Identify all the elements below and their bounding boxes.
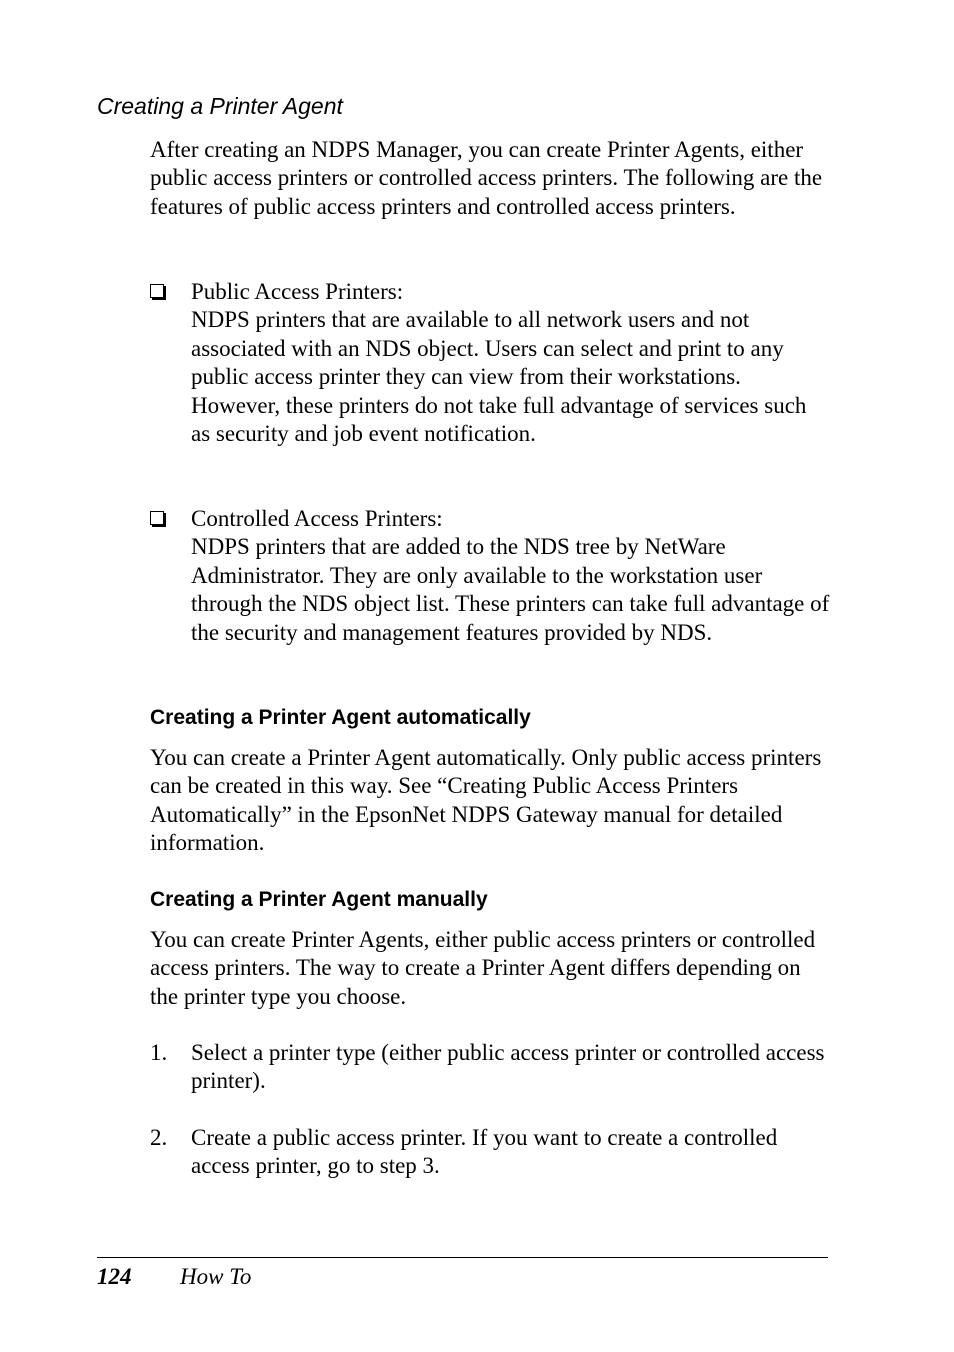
- step-text: Select a printer type (either public access printer or controlled access printer).: [191, 1040, 825, 1094]
- step-number: 1.: [150, 1040, 168, 1065]
- automatic-paragraph: You can create a Printer Agent automatically. Only public access printers can be created in this way. See “Creating Public Access Printers Automatically” in the EpsonNet NDPS Gateway manual for detailed information.: [150, 745, 822, 856]
- bullet-description: NDPS printers that are added to the NDS tree by NetWare Administrator. They are only available to the workstation user through the NDS object list. These printers can take full advantage of the security and management features provided by NDS.: [191, 534, 830, 645]
- section-title: Creating a Printer Agent: [97, 93, 343, 119]
- bullet-description: NDPS printers that are available to all network users and not associated with an NDS object. Users can select and print to any public access printer they can view from their workstations. However, these printers do not take full advantage of services such as security and job event notification.: [191, 307, 807, 447]
- footer-rule: [97, 1257, 828, 1258]
- step-number: 2.: [150, 1125, 168, 1150]
- page-number: 124: [97, 1264, 132, 1289]
- checkbox-bullet-icon: [150, 511, 164, 525]
- bullet-controlled-access: [150, 505, 830, 647]
- step-2: [150, 1124, 830, 1181]
- subheading-manual: Creating a Printer Agent manually: [150, 888, 488, 911]
- step-1: [150, 1039, 830, 1096]
- manual-paragraph: You can create Printer Agents, either public access printers or controlled access printers. The way to create a Printer Agent differs depending on the printer type you choose.: [150, 927, 816, 1009]
- intro-paragraph: After creating an NDPS Manager, you can create Printer Agents, either public access printers or controlled access printers. The following are the features of public access printers and controlled access printers.: [150, 137, 823, 219]
- subheading-automatic: Creating a Printer Agent automatically: [150, 706, 531, 729]
- checkbox-bullet-icon: [150, 284, 164, 298]
- bullet-heading: Public Access Printers:: [191, 279, 404, 304]
- bullet-heading: Controlled Access Printers:: [191, 506, 443, 531]
- step-text: Create a public access printer. If you want to create a controlled access printer, go to step 3.: [191, 1125, 778, 1179]
- bullet-public-access: [150, 278, 830, 448]
- footer-section-label: How To: [180, 1264, 252, 1289]
